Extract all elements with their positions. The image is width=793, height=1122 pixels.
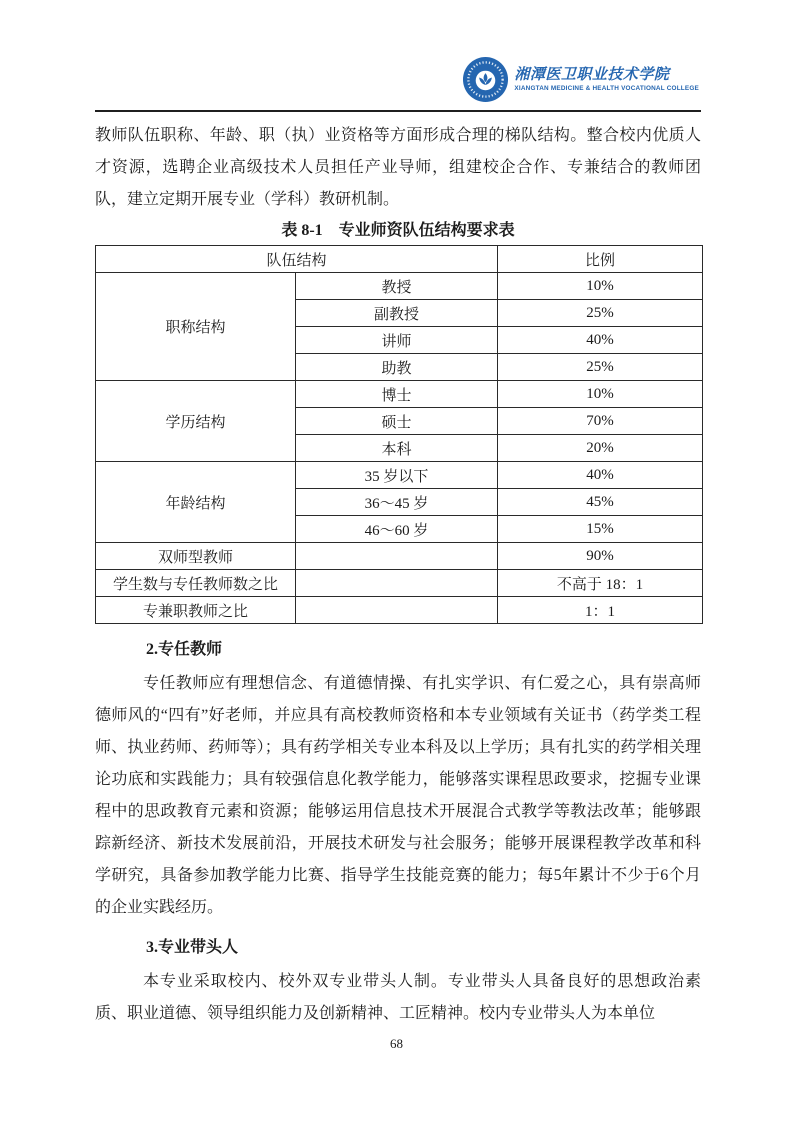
cell-ratio: 25% xyxy=(498,300,703,327)
page-header xyxy=(95,0,701,112)
cell-sub: 35 岁以下 xyxy=(296,462,498,489)
cell-sub: 讲师 xyxy=(296,327,498,354)
staff-structure-table xyxy=(95,245,703,624)
cell-ratio: 10% xyxy=(498,381,703,408)
cell-ratio: 不高于 18：1 xyxy=(498,570,703,597)
cell-ratio: 40% xyxy=(498,462,703,489)
heading-program-leader: 3.专业带头人 xyxy=(146,939,239,956)
row-label-fulltime-parttime-ratio: 专兼职教师之比 xyxy=(96,597,296,624)
cell-sub: 博士 xyxy=(296,381,498,408)
paragraph-teacher-team: 教师队伍职称、年龄、职（执）业资格等方面形成合理的梯队结构。整合校内优质人才资源，选聘企业高级技术人员担任产业导师，组建校企合作、专兼结合的教师团队，建立定期开展专业（学科）教研机制。 xyxy=(95,127,701,208)
cell-sub: 46～60 岁 xyxy=(296,516,498,543)
cell-ratio: 90% xyxy=(498,543,703,570)
page-number: 68 xyxy=(390,1036,403,1051)
document-content xyxy=(95,120,701,1030)
table-row xyxy=(96,597,703,624)
paragraph-full-time-teachers: 专任教师应有理想信念、有道德情操、有扎实学识、有仁爱之心，具有崇高师德师风的“四有”好老师，并应具有高校教师资格和本专业领域有关证书（药学类工程师、执业药师、药师等）；具有药学相关专业本科及以上学历；具有扎实的药学相关理论功底和实践能力；具有较强信息化教学能力，能够落实课程思政要求，挖掘专业课程中的思政教育元素和资源；能够运用信息技术开展混合式教学等教法改革；能够跟踪新经济、新技术发展前沿，开展技术研发与社会服务；能够开展课程教学改革和科学研究，具备参加教学能力比赛、指导学生技能竞赛的能力；每5年累计不少于6个月的企业实践经历。 xyxy=(95,675,701,916)
cell-empty xyxy=(296,543,498,570)
cell-sub: 助教 xyxy=(296,354,498,381)
cell-ratio: 10% xyxy=(498,273,703,300)
cell-ratio: 45% xyxy=(498,489,703,516)
cell-ratio: 40% xyxy=(498,327,703,354)
cell-ratio: 20% xyxy=(498,435,703,462)
cell-sub: 副教授 xyxy=(296,300,498,327)
table-row xyxy=(96,462,703,489)
paragraph-program-leader: 本专业采取校内、校外双专业带头人制。专业带头人具备良好的思想政治素质、职业道德、领导组织能力及创新精神、工匠精神。校内专业带头人为本单位 xyxy=(95,973,701,1022)
row-label-dual-teacher: 双师型教师 xyxy=(96,543,296,570)
row-label-student-teacher-ratio: 学生数与专任教师数之比 xyxy=(96,570,296,597)
table-row xyxy=(96,273,703,300)
college-emblem-icon xyxy=(462,56,509,103)
college-name-block xyxy=(514,66,699,93)
cell-sub: 硕士 xyxy=(296,408,498,435)
college-name-zh: 湘潭医卫职业技术学院 xyxy=(514,67,670,83)
heading-full-time-teachers: 2.专任教师 xyxy=(146,641,223,658)
cell-empty xyxy=(296,597,498,624)
cell-empty xyxy=(296,570,498,597)
cell-sub: 教授 xyxy=(296,273,498,300)
table-header-structure: 队伍结构 xyxy=(96,246,498,273)
cell-sub: 36～45 岁 xyxy=(296,489,498,516)
table-caption: 表 8-1 专业师资队伍结构要求表 xyxy=(281,222,515,239)
cell-ratio: 1：1 xyxy=(498,597,703,624)
table-row xyxy=(96,543,703,570)
cell-ratio: 25% xyxy=(498,354,703,381)
cell-sub: 本科 xyxy=(296,435,498,462)
group-label-title-structure: 职称结构 xyxy=(96,273,296,381)
cell-ratio: 70% xyxy=(498,408,703,435)
table-header-ratio: 比例 xyxy=(498,246,703,273)
college-logo xyxy=(462,56,699,103)
college-name-en: XIANGTAN MEDICINE & HEALTH VOCATIONAL COLLEGE xyxy=(514,85,699,92)
table-row xyxy=(96,570,703,597)
group-label-age-structure: 年龄结构 xyxy=(96,462,296,543)
cell-ratio: 15% xyxy=(498,516,703,543)
group-label-education-structure: 学历结构 xyxy=(96,381,296,462)
table-row xyxy=(96,381,703,408)
table-header-row xyxy=(96,246,703,273)
